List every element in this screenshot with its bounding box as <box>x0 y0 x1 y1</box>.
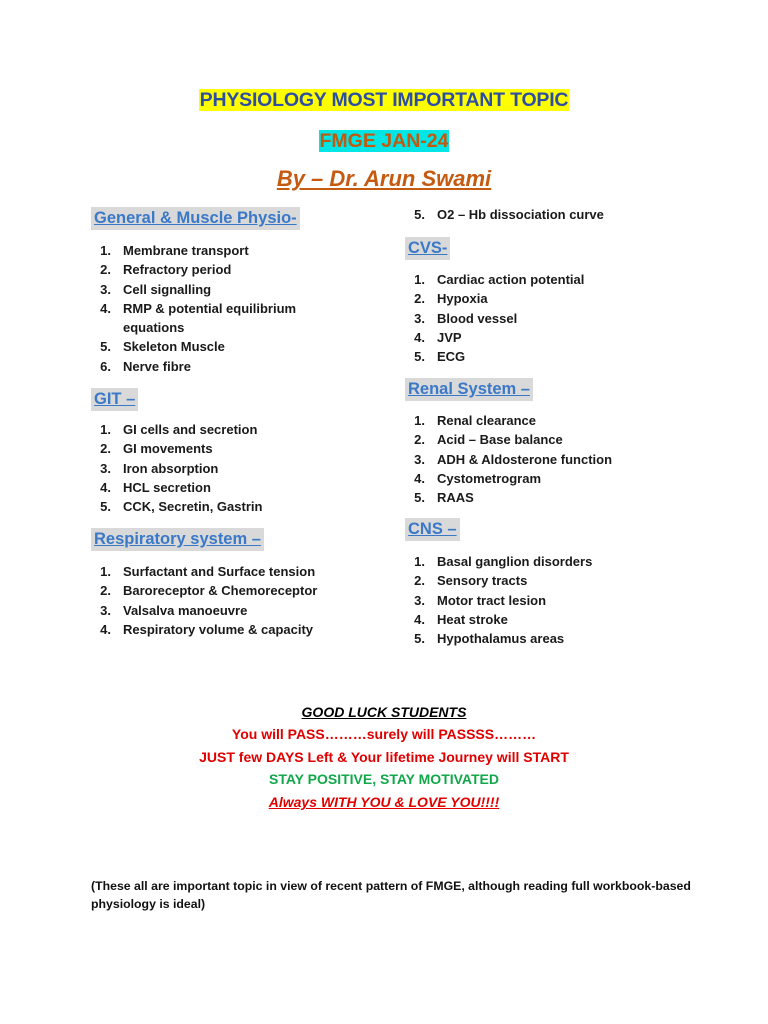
section-heading-renal: Renal System – <box>405 378 533 401</box>
section-heading-cns: CNS – <box>405 518 460 541</box>
list-item: 2. Sensory tracts <box>414 573 528 589</box>
list-item: 5. Skeleton Muscle <box>100 339 225 355</box>
stay-positive-message: STAY POSITIVE, STAY MOTIVATED <box>268 771 499 787</box>
list-item: 3. Blood vessel <box>414 310 518 326</box>
list-git <box>91 420 391 516</box>
list-general <box>91 241 391 376</box>
list-item: 3. Motor tract lesion <box>414 592 547 608</box>
list-item: 3. ADH & Aldosterone function <box>414 451 613 467</box>
list-item: 4. RMP & potential equilibrium equations <box>100 300 297 336</box>
list-item: 6. Nerve fibre <box>100 358 191 374</box>
list-item: 4. Respiratory volume & capacity <box>100 621 314 637</box>
list-item: 4. Heat stroke <box>414 611 508 627</box>
list-respiratory-continued <box>405 205 735 224</box>
list-item: 1. GI cells and secretion <box>100 422 258 437</box>
list-item: 2. Baroreceptor & Chemoreceptor <box>100 583 318 599</box>
list-item: 3. Iron absorption <box>100 460 219 476</box>
good-luck-heading: GOOD LUCK STUDENTS <box>301 704 467 720</box>
list-item: 5. RAAS <box>414 490 474 506</box>
pass-message: You will PASS………surely will PASSSS……… <box>231 726 537 742</box>
exam-label: FMGE JAN-24 <box>319 130 449 152</box>
list-item: 5. CCK, Secretin, Gastrin <box>100 499 263 515</box>
list-renal <box>405 411 735 507</box>
list-cns <box>405 552 735 648</box>
section-heading-general: General & Muscle Physio- <box>91 207 300 230</box>
list-item: 4. HCL secretion <box>100 479 211 495</box>
list-item: 4. JVP <box>414 329 462 345</box>
list-item: 5. Hypothalamus areas <box>414 631 565 647</box>
list-cvs <box>405 270 735 366</box>
days-left-message: JUST few DAYS Left & Your lifetime Journey will START <box>199 749 569 765</box>
document-title: PHYSIOLOGY MOST IMPORTANT TOPIC <box>199 89 569 111</box>
list-item: 1. Surfactant and Surface tension <box>100 564 316 579</box>
list-item: 1. Membrane transport <box>100 243 249 258</box>
list-item: 2. Refractory period <box>100 262 232 278</box>
list-item: 1. Renal clearance <box>414 413 537 428</box>
list-respiratory <box>91 562 391 639</box>
list-item: 3. Valsalva manoeuvre <box>100 602 248 618</box>
list-item: 4. Cystometrogram <box>414 470 542 486</box>
footnote: (These all are important topic in view of recent pattern of FMGE, although reading full workbook-based physiology is ideal) <box>91 879 691 911</box>
list-item: 2. Hypoxia <box>414 291 488 307</box>
section-heading-cvs: CVS- <box>405 237 450 260</box>
list-item: 5. ECG <box>414 349 466 365</box>
list-item: 1. Basal ganglion disorders <box>414 554 593 569</box>
list-item: 5. O2 – Hb dissociation curve <box>414 207 604 222</box>
section-heading-respiratory: Respiratory system – <box>91 528 264 551</box>
list-item: 1. Cardiac action potential <box>414 272 585 287</box>
list-item: 2. GI movements <box>100 441 213 457</box>
section-heading-git: GIT – <box>91 388 138 411</box>
author-line: By – Dr. Arun Swami <box>276 166 492 191</box>
list-item: 3. Cell signalling <box>100 281 212 297</box>
love-message: Always WITH YOU & LOVE YOU!!!! <box>268 794 500 810</box>
list-item: 2. Acid – Base balance <box>414 432 563 448</box>
